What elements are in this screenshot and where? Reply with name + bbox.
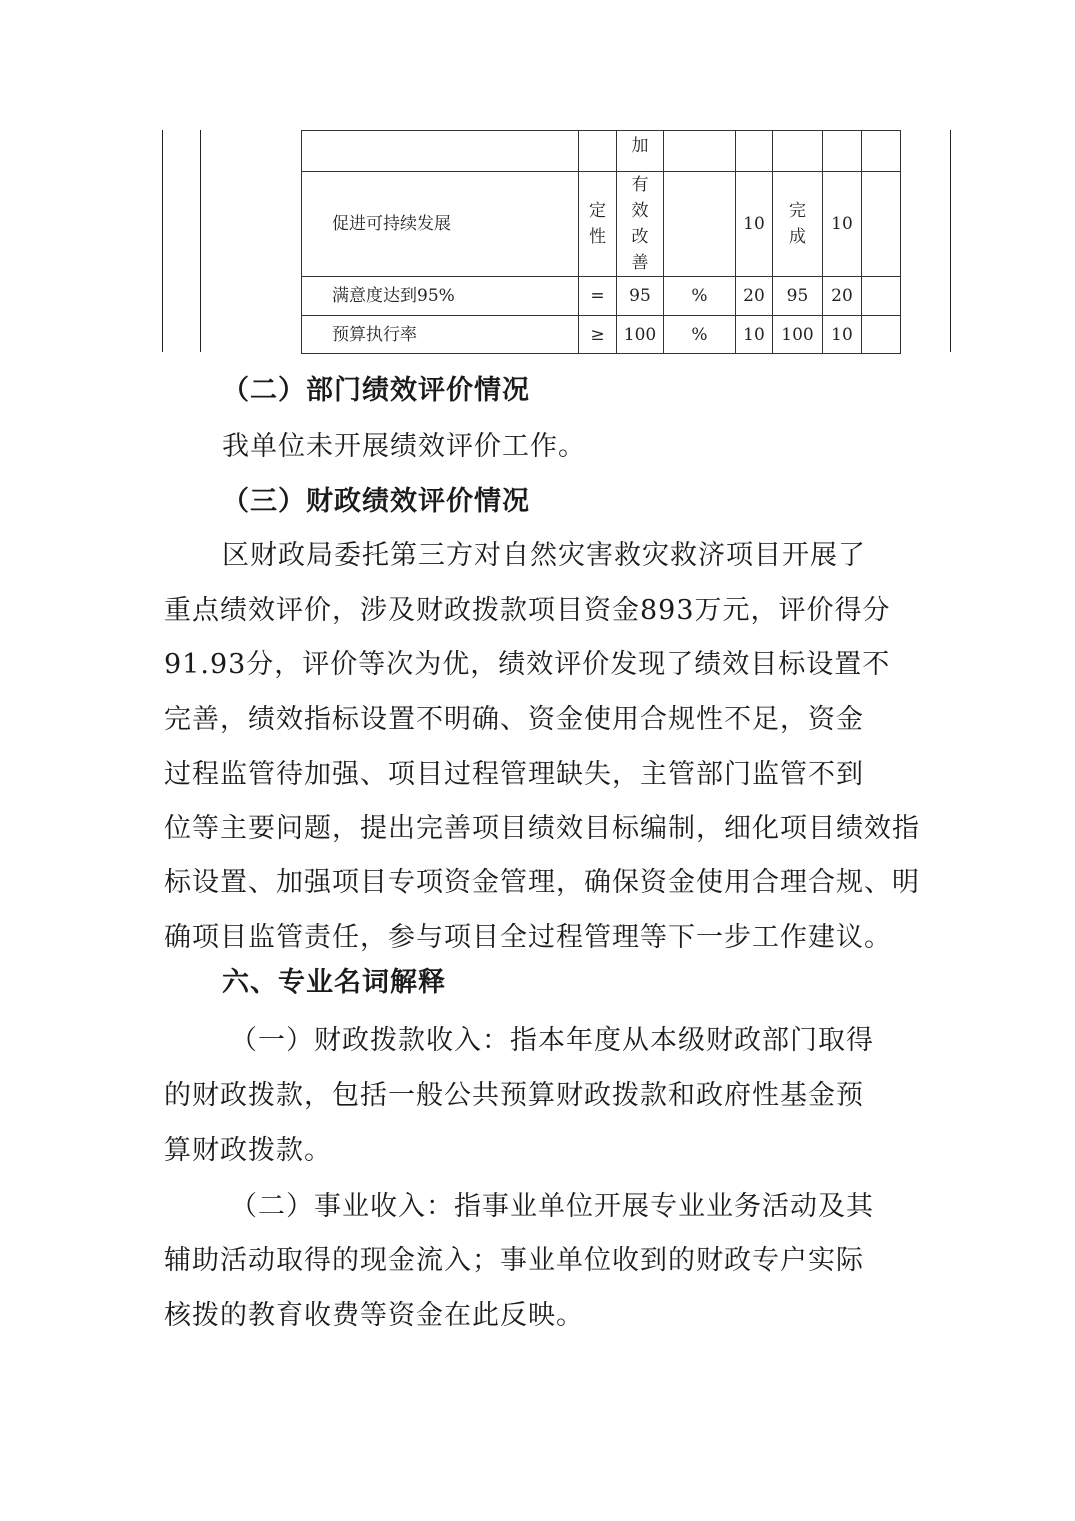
indicator-unit: % <box>664 277 736 316</box>
indicator-target-text: 有效改善 <box>631 175 649 273</box>
table-row <box>302 316 950 354</box>
indicator-type <box>579 131 617 172</box>
paragraph-line: 标设置、加强项目专项资金管理，确保资金使用合理合规、明 <box>164 867 920 898</box>
paragraph-line: 91.93分，评价等次为优，绩效评价发现了绩效目标设置不 <box>164 649 891 680</box>
indicator-weight <box>736 131 773 172</box>
paragraph-line: 我单位未开展绩效评价工作。 <box>222 431 586 462</box>
paragraph-line: 过程监管待加强、项目过程管理缺失，主管部门监管不到 <box>164 759 864 790</box>
indicator-target: 95 <box>617 277 664 316</box>
indicator-unit <box>664 172 736 277</box>
table-row <box>302 131 950 172</box>
section-heading-glossary: 六、专业名词解释 <box>222 967 446 998</box>
indicator-name: 促进可持续发展 <box>302 172 579 277</box>
paragraph-line: 位等主要问题，提出完善项目绩效目标编制，细化项目绩效指 <box>164 813 920 844</box>
indicator-target: 100 <box>617 316 664 354</box>
indicator-weight: 10 <box>736 316 773 354</box>
table-gap <box>901 316 950 354</box>
indicator-target: 加 <box>617 131 664 172</box>
paragraph-line: 辅助活动取得的现金流入；事业单位收到的财政专户实际 <box>164 1245 864 1276</box>
section-heading-dept-eval: （二）部门绩效评价情况 <box>222 375 530 406</box>
indicator-weight: 10 <box>736 172 773 277</box>
indicator-type <box>579 172 617 277</box>
paragraph-line: 区财政局委托第三方对自然灾害救灾救济项目开展了 <box>222 540 866 571</box>
performance-indicator-table <box>301 130 950 354</box>
table-row <box>302 277 950 316</box>
indicator-score: 20 <box>823 277 862 316</box>
table-gap <box>901 172 950 277</box>
paragraph-line: 确项目监管责任，参与项目全过程管理等下一步工作建议。 <box>164 922 892 953</box>
indicator-note <box>862 277 901 316</box>
indicator-name: 预算执行率 <box>302 316 579 354</box>
table-left-border <box>162 130 163 352</box>
table-inner-border <box>200 130 201 352</box>
indicator-actual <box>773 172 823 277</box>
indicator-actual-text: 完成 <box>789 201 806 247</box>
indicator-unit <box>664 131 736 172</box>
table-gap <box>901 131 950 172</box>
indicator-type: ≥ <box>579 316 617 354</box>
indicator-score: 10 <box>823 172 862 277</box>
paragraph-line: 的财政拨款，包括一般公共预算财政拨款和政府性基金预 <box>164 1080 864 1111</box>
indicator-actual: 95 <box>773 277 823 316</box>
paragraph-line: 重点绩效评价，涉及财政拨款项目资金893万元，评价得分 <box>164 595 891 626</box>
indicator-type-text: 定性 <box>589 201 606 247</box>
indicator-type: = <box>579 277 617 316</box>
indicator-score: 10 <box>823 316 862 354</box>
table-row <box>302 172 950 277</box>
indicator-note <box>862 316 901 354</box>
paragraph-line: 核拨的教育收费等资金在此反映。 <box>164 1300 584 1331</box>
indicator-note <box>862 131 901 172</box>
table-right-border <box>950 130 951 352</box>
indicator-actual: 100 <box>773 316 823 354</box>
indicator-actual <box>773 131 823 172</box>
paragraph-line: （二）事业收入：指事业单位开展专业业务活动及其 <box>230 1191 874 1222</box>
paragraph-line: 算财政拨款。 <box>164 1135 332 1166</box>
table-gap <box>901 277 950 316</box>
paragraph-line: （一）财政拨款收入：指本年度从本级财政部门取得 <box>230 1025 874 1056</box>
paragraph-line: 完善，绩效指标设置不明确、资金使用合规性不足，资金 <box>164 704 864 735</box>
indicator-name: 满意度达到95% <box>302 277 579 316</box>
indicator-score <box>823 131 862 172</box>
indicator-name <box>302 131 579 172</box>
indicator-note <box>862 172 901 277</box>
indicator-weight: 20 <box>736 277 773 316</box>
indicator-target <box>617 172 664 277</box>
indicator-unit: % <box>664 316 736 354</box>
section-heading-fiscal-eval: （三）财政绩效评价情况 <box>222 486 530 517</box>
